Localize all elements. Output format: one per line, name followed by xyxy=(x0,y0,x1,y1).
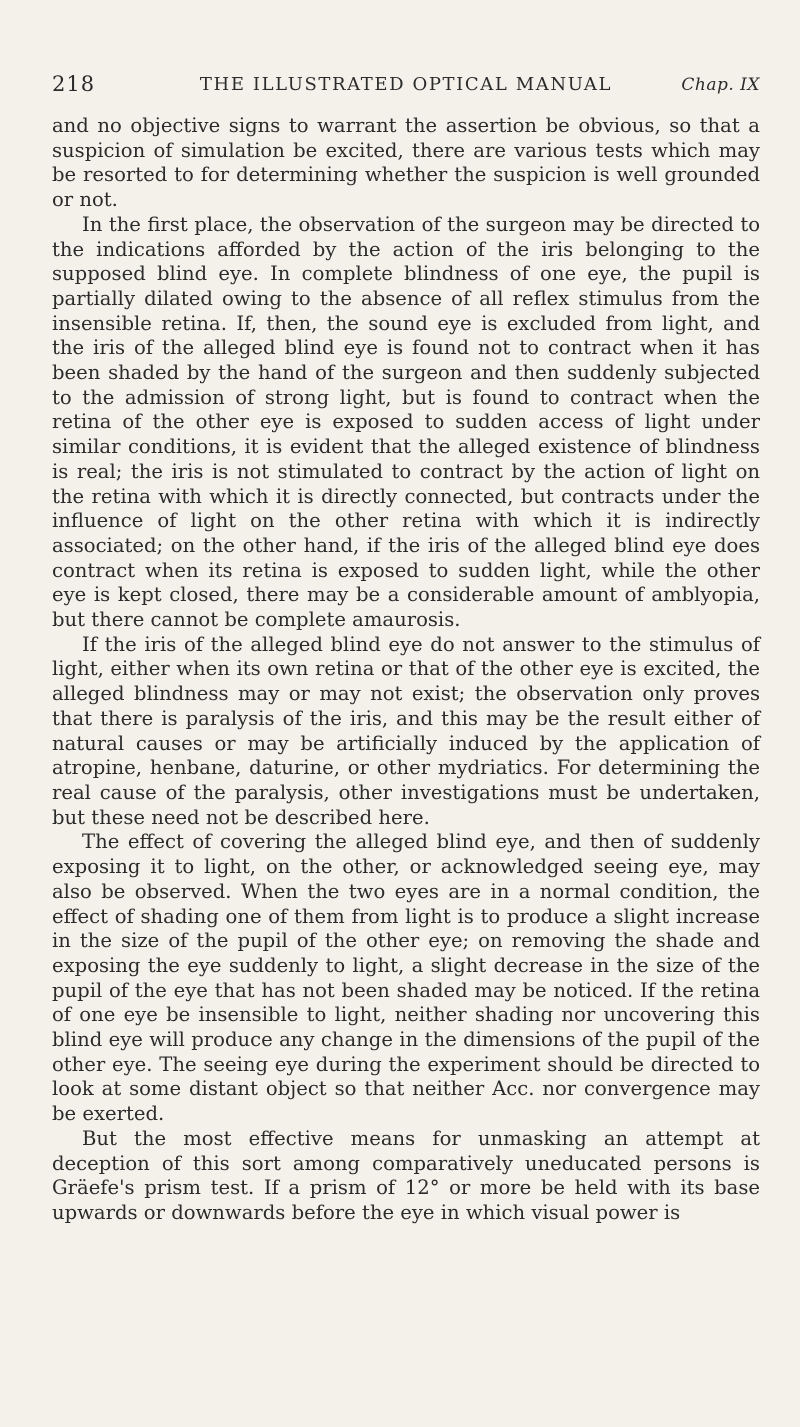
paragraph: But the most effective means for unmasking an attempt at deception of this sort among comparatively uneducated persons is Gräefe's prism test. If a prism of 12° or more be held with its base upwards or downwards before the eye in which visual power is xyxy=(52,1126,760,1224)
chapter-label: Chap. IX xyxy=(681,75,760,95)
book-title: THE ILLUSTRATED OPTICAL MANUAL xyxy=(199,74,613,95)
page-number: 218 xyxy=(52,72,96,96)
running-head xyxy=(52,72,760,102)
paragraph-continued: and no objective signs to warrant the assertion be obvious, so that a suspicion of simulation be excited, there are various tests which may be resorted to for determining whether the suspicion is well grounded or not. xyxy=(52,114,760,212)
body-text xyxy=(52,114,760,1226)
paragraph: In the first place, the observation of the surgeon may be directed to the indications afforded by the action of the iris belonging to the supposed blind eye. In complete blindness of one eye, the pupil is partially dilated owing to the absence of all reflex stimulus from the insensible retina. If, then, the sound eye is excluded from light, and the iris of the alleged blind eye is found not to contract when it has been shaded by the hand of the surgeon and then suddenly subjected to the admission of strong light, but is found to contract when the retina of the other eye is exposed to sudden access of light under similar conditions, it is evident that the alleged existence of blindness is real; the iris is not stimulated to contract by the action of light on the retina with which it is directly connected, but contracts under the influence of light on the other retina with which it is indirectly associated; on the other hand, if the iris of the alleged blind eye does contract when its retina is exposed to sudden light, while the other eye is kept closed, there may be a considerable amount of amblyopia, but there cannot be complete amaurosis. xyxy=(52,212,760,632)
paragraph: The effect of covering the alleged blind eye, and then of suddenly exposing it to light, on the other, or acknowledged seeing eye, may also be observed. When the two eyes are in a normal condition, the effect of shading one of them from light is to produce a slight increase in the size of the pupil of the other eye; on removing the shade and exposing the eye suddenly to light, a slight decrease in the size of the pupil of the eye that has not been shaded may be noticed. If the retina of one eye be insensible to light, neither shading nor uncovering this blind eye will produce any change in the dimensions of the pupil of the other eye. The seeing eye during the experiment should be directed to look at some distant object so that neither Acc. nor convergence may be exerted. xyxy=(52,830,760,1126)
paragraph: If the iris of the alleged blind eye do not answer to the stimulus of light, either when its own retina or that of the other eye is excited, the alleged blindness may or may not exist; the observation only proves that there is paralysis of the iris, and this may be the result either of natural causes or may be artificially induced by the application of atropine, henbane, daturine, or other mydriatics. For determining the real cause of the paralysis, other investigations must be undertaken, but these need not be described here. xyxy=(52,632,760,829)
